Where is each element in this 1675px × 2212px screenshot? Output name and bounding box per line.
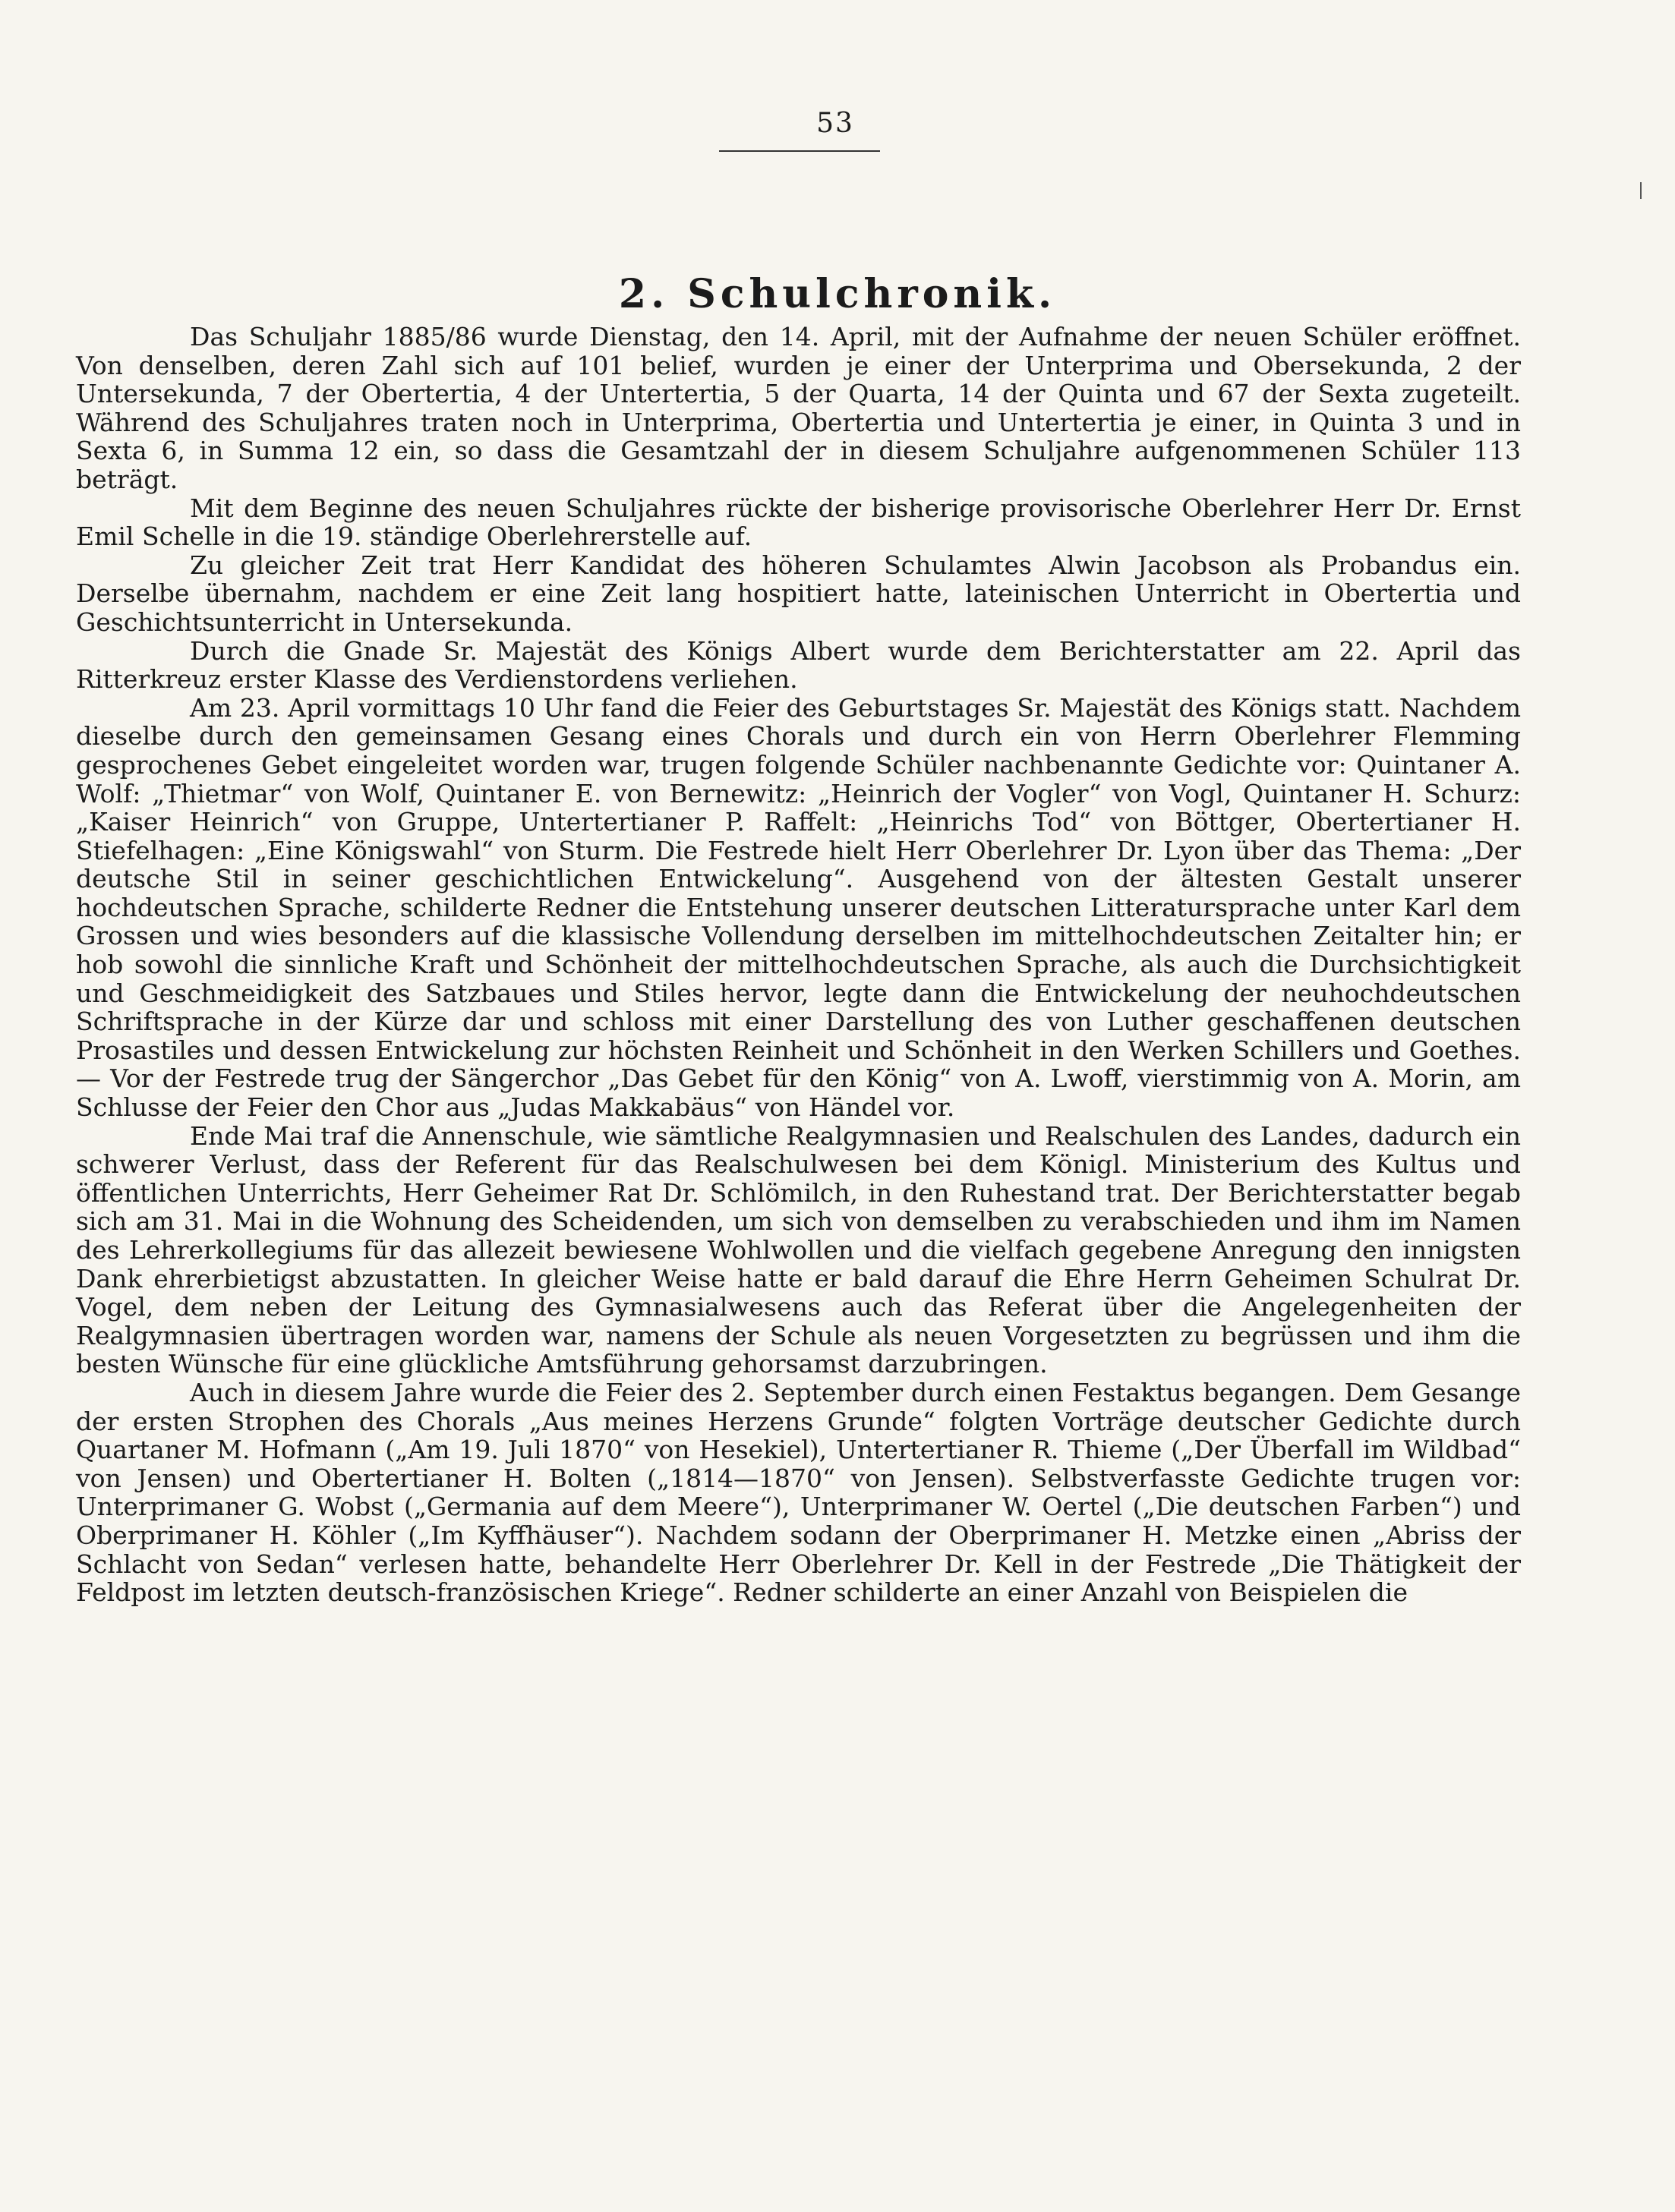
bleed-mark <box>1640 182 1642 199</box>
page-number: 53 <box>816 108 854 139</box>
page-number-rule <box>719 150 880 152</box>
paragraph-ritterkreuz: Durch die Gnade Sr. Majestät des Königs Albert wurde dem Berichterstatter am 22. April das Ritterkreuz erster Klasse des Verdienstordens verliehen. <box>76 635 1521 695</box>
paragraph-schloemilch: Ende Mai traf die Annenschule, wie sämtliche Realgymnasien und Realschulen des Landes, dadurch ein schwerer Verlust, dass der Referent für das Realschulwesen bei dem Königl. Ministerium des Kultus und öffentlichen Unterrichts, Herr Geheimer Rat Dr. Schlömilch, in den Ruhestand trat. Der Berichterstatter begab sich am 31. Mai in die Wohnung des Scheidenden, um sich von demselben zu verabschieden und ihm im Namen des Lehrerkollegiums für das allezeit bewiesene Wohlwollen und die vielfach gegebene Anregung den innigsten Dank ehrerbietigst abzustatten. In gleicher Weise hatte er bald darauf die Ehre Herrn Geheimen Schulrat Dr. Vogel, dem neben der Leitung des Gymnasialwesens auch das Referat über die Angelegenheiten der Realgymnasien übertragen worden war, namens der Schule als neuen Vorgesetzten zu begrüssen und ihm die besten Wünsche für eine glückliche Amtsführung gehorsamst darzubringen. <box>76 1120 1521 1379</box>
paragraph-schelle: Mit dem Beginne des neuen Schuljahres rückte der bisherige provisorische Oberlehrer Herr Dr. Ernst Emil Schelle in die 19. ständige Oberlehrerstelle auf. <box>76 493 1521 552</box>
paragraph-school-year: Das Schuljahr 1885/86 wurde Dienstag, den 14. April, mit der Aufnahme der neuen Schüler eröffnet. Von denselben, deren Zahl sich auf 101 belief, wurden je einer der Unterprima und Obersekunda, 2 der Untersekunda, 7 der Obertertia, 4 der Untertertia, 5 der Quarta, 14 der Quinta und 67 der Sexta zugeteilt. Während des Schuljahres traten noch in Unterprima, Obertertia und Untertertia je einer, in Quinta 3 und in Sexta 6, in Summa 12 ein, so dass die Gesamtzahl der in diesem Schuljahre aufgenommenen Schüler 113 beträgt. <box>76 322 1521 494</box>
body-text <box>76 323 1521 1607</box>
paragraph-jacobson: Zu gleicher Zeit trat Herr Kandidat des höheren Schulamtes Alwin Jacobson als Probandus ein. Derselbe übernahm, nachdem er eine Zeit lang hospitiert hatte, lateinischen Unterricht in Obertertia und Geschichtsunterricht in Untersekunda. <box>76 550 1521 637</box>
paragraph-kings-birthday: Am 23. April vormittags 10 Uhr fand die Feier des Geburtstages Sr. Majestät des Königs statt. Nachdem dieselbe durch den gemeinsamen Gesang eines Chorals und durch ein von Herrn Oberlehrer Flemming gesprochenes Gebet eingeleitet worden war, trugen folgende Schüler nachbenannte Gedichte vor: Quintaner A. Wolf: „Thietmar“ von Wolf, Quintaner E. von Bernewitz: „Heinrich der Vogler“ von Vogl, Quintaner H. Schurz: „Kaiser Heinrich“ von Gruppe, Untertertianer P. Raffelt: „Heinrichs Tod“ von Böttger, Obertertianer H. Stiefelhagen: „Eine Königswahl“ von Sturm. Die Festrede hielt Herr Oberlehrer Dr. Lyon über das Thema: „Der deutsche Stil in seiner geschichtlichen Entwickelung“. Ausgehend von der ältesten Gestalt unserer hochdeutschen Sprache, schilderte Redner die Entstehung unserer deutschen Litteratursprache unter Karl dem Grossen und wies besonders auf die klassische Vollendung derselben im mittelhochdeutschen Zeitalter hin; er hob sowohl die sinnliche Kraft und Schönheit der mittelhochdeutschen Sprache, als auch die Durchsichtigkeit und Geschmeidigkeit des Satzbaues und Stiles hervor, legte dann die Entwickelung der neuhochdeutschen Schriftsprache in der Kürze dar und schloss mit einer Darstellung des von Luther geschaffenen deutschen Prosastiles und dessen Entwickelung zur höchsten Reinheit und Schönheit in den Werken Schillers und Goethes. — Vor der Festrede trug der Sängerchor „Das Gebet für den König“ von A. Lwoff, vierstimmig von A. Morin, am Schlusse der Feier den Chor aus „Judas Makkabäus“ von Händel vor. <box>76 692 1521 1123</box>
section-title: 2. Schulchronik. <box>618 270 1057 317</box>
paragraph-sedan-day: Auch in diesem Jahre wurde die Feier des 2. September durch einen Festaktus begangen. Dem Gesange der ersten Strophen des Chorals „Aus meines Herzens Grunde“ folgten Vorträge deutscher Gedichte durch Quartaner M. Hofmann („Am 19. Juli 1870“ von Hesekiel), Untertertianer R. Thieme („Der Überfall im Wildbad“ von Jensen) und Obertertianer H. Bolten („1814—1870“ von Jensen). Selbstverfasste Gedichte trugen vor: Unterprimaner G. Wobst („Germania auf dem Meere“), Unterprimaner W. Oertel („Die deutschen Farben“) und Oberprimaner H. Köhler („Im Kyffhäuser“). Nachdem sodann der Oberprimaner H. Metzke einen „Abriss der Schlacht von Sedan“ verlesen hatte, behandelte Herr Oberlehrer Dr. Kell in der Festrede „Die Thätigkeit der Feldpost im letzten deutsch-französischen Kriege“. Redner schilderte an einer Anzahl von Beispielen die <box>76 1377 1521 1608</box>
